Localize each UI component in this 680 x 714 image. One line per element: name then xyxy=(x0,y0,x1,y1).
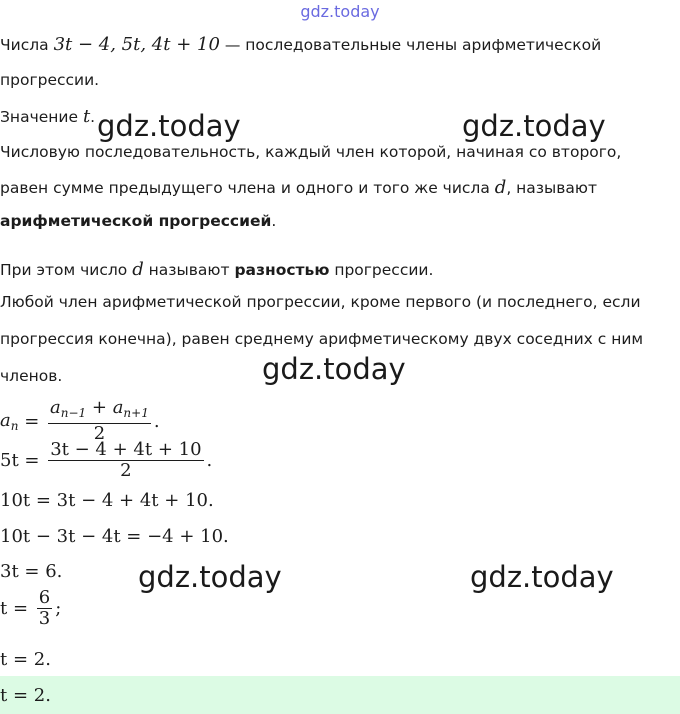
paragraph-condition-line2: прогрессии. xyxy=(0,71,100,89)
bold-term: разностью xyxy=(234,261,330,279)
equation-step3: 10t = 3t − 4 + 4t + 10. xyxy=(0,490,214,511)
equation-step4: 10t − 3t − 4t = −4 + 10. xyxy=(0,526,229,547)
answer-box xyxy=(0,676,680,714)
paragraph-difference xyxy=(0,259,433,280)
watermark: gdz.today xyxy=(462,109,606,143)
denominator: 2 xyxy=(120,460,132,481)
fraction xyxy=(37,588,52,629)
text: , называют xyxy=(506,179,597,197)
paragraph-definition-line2 xyxy=(0,177,597,198)
math-var: t xyxy=(82,106,91,127)
watermark: gdz.today xyxy=(97,109,241,143)
paragraph-property-line3: членов. xyxy=(0,367,63,385)
text: . xyxy=(271,212,277,230)
text: называют xyxy=(143,261,235,279)
paragraph-definition-line3 xyxy=(0,212,276,230)
paragraph-property-line2: прогрессия конечна), равен среднему арифметическому двух соседних с ним xyxy=(0,330,644,348)
paragraph-condition-line1 xyxy=(0,34,601,55)
text: . xyxy=(90,108,96,126)
paragraph-property-line1: Любой член арифметической прогрессии, кроме первого (и последнего, если xyxy=(0,293,641,311)
text: равен сумме предыдущего члена и одного и того же числа xyxy=(0,179,495,197)
text: Значение xyxy=(0,108,83,126)
watermark-top: gdz.today xyxy=(300,2,380,21)
text: прогрессии. xyxy=(329,261,434,279)
equation-step7: t = 2. xyxy=(0,649,51,670)
numerator: 3t − 4 + 4t + 10 xyxy=(50,439,202,460)
math-var: d xyxy=(494,177,507,198)
punct: . xyxy=(153,410,160,432)
answer-text: t = 2. xyxy=(0,685,51,706)
equation-step6 xyxy=(0,588,61,629)
punct: . xyxy=(206,450,213,471)
text: Числа xyxy=(0,36,54,54)
lhs: 5t = xyxy=(0,450,46,471)
fraction xyxy=(48,398,151,444)
punct: ; xyxy=(55,598,62,619)
watermark: gdz.today xyxy=(138,560,282,594)
text: При этом число xyxy=(0,261,133,279)
bold-term: арифметической прогрессией xyxy=(0,212,272,230)
fraction xyxy=(48,440,203,481)
watermark: gdz.today xyxy=(470,560,614,594)
equation-step5: 3t = 6. xyxy=(0,561,63,582)
lhs: $a_n$ xyxy=(0,409,19,433)
paragraph-find xyxy=(0,106,95,127)
equation-substitute xyxy=(0,440,212,481)
numerator: $a_{n-1} + a_{n+1}$ xyxy=(48,398,151,424)
equation-formula xyxy=(0,398,160,444)
math-terms: 3t − 4, 5t, 4t + 10 xyxy=(53,34,220,55)
denominator: 3 xyxy=(38,608,51,629)
numerator: 6 xyxy=(38,587,51,608)
lhs: t = xyxy=(0,598,34,619)
math-var: d xyxy=(132,259,144,280)
paragraph-definition-line1: Числовую последовательность, каждый член которой, начиная со второго, xyxy=(0,143,622,161)
denominator: 2 xyxy=(93,423,106,444)
watermark: gdz.today xyxy=(262,352,406,386)
equals: = xyxy=(18,410,45,432)
text: — последовательные члены арифметической xyxy=(219,36,602,54)
